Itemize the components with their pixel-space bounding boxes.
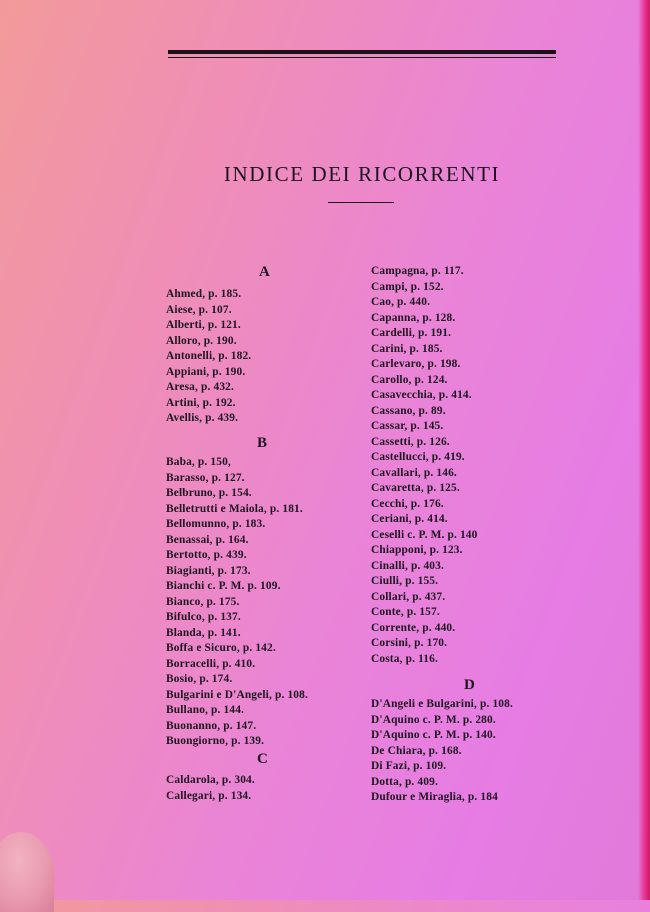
index-entry: Bellomunno, p. 183. [166, 518, 266, 530]
index-entry: Cao, p. 440. [371, 296, 431, 308]
index-entry: Appiani, p. 190. [166, 365, 246, 378]
index-entry: Barasso, p. 127. [166, 471, 245, 484]
thumb [0, 832, 54, 912]
index-entry: Bianchi c. P. M. p. 109. [166, 580, 281, 592]
index-entry: Cardelli, p. 191. [371, 327, 452, 339]
index-entry: Boffa e Sicuro, p. 142. [166, 642, 276, 654]
index-entry: Avellis, p. 439. [166, 412, 239, 424]
index-entry: Capanna, p. 128. [371, 311, 456, 324]
top-rule [168, 50, 556, 58]
index-entry: Carlevaro, p. 198. [371, 358, 461, 370]
index-entry: Bertotto, p. 439. [166, 549, 247, 561]
index-entry: Castellucci, p. 419. [371, 451, 465, 463]
index-entry: Carollo, p. 124. [371, 373, 448, 386]
index-entry: Alloro, p. 190. [166, 334, 237, 347]
index-entry: D'Aquino c. P. M. p. 280. [371, 713, 496, 726]
index-entry: Bosio, p. 174. [166, 673, 233, 685]
index-entry: Aiese, p. 107. [166, 303, 232, 316]
index-entry: Baba, p. 150, [166, 456, 231, 468]
index-entry: Biagianti, p. 173. [166, 564, 251, 577]
index-entry: Belbruno, p. 154. [166, 487, 252, 499]
index-entry: Buongiorno, p. 139. [166, 735, 265, 747]
page-title: INDICE DEI RICORRENTI [223, 162, 501, 186]
index-entry: Cassetti, p. 126. [371, 435, 450, 448]
index-entry: Di Fazi, p. 109. [371, 760, 447, 772]
index-entry: Buonanno, p. 147. [166, 719, 257, 732]
index-entry: D'Aquino c. P. M. p. 140. [371, 729, 496, 741]
index-entry: Ahmed, p. 185. [166, 288, 242, 300]
index-entry: Cassar, p. 145. [371, 420, 444, 432]
index-entry: Caldarola, p. 304. [166, 774, 255, 786]
index-entry: Antonelli, p. 182. [166, 350, 252, 362]
index-entry: Blanda, p. 141. [166, 626, 241, 639]
index-entry: Carini, p. 185. [371, 342, 443, 355]
index-entry: Ceselli c. P. M. p. 140 [371, 528, 478, 541]
index-entry: Artini, p. 192. [166, 396, 236, 409]
index-entry: Campi, p. 152. [371, 280, 444, 293]
index-entry: Dufour e Miraglia, p. 184 [371, 791, 498, 803]
index-entry: Cavaretta, p. 125. [371, 482, 460, 494]
index-entry: Borracelli, p. 410. [166, 657, 256, 670]
index-entry: Cecchi, p. 176. [371, 497, 444, 510]
index-entry: Cassano, p. 89. [371, 404, 446, 417]
index-entry: Chiapponi, p. 123. [371, 544, 463, 556]
index-entry: Collari, p. 437. [371, 590, 446, 603]
index-entry: Corrente, p. 440. [371, 621, 456, 634]
index-entry: Bifulco, p. 137. [166, 611, 241, 623]
index-entry: Belletrutti e Maiola, p. 181. [166, 502, 303, 515]
index-entry: Ciulli, p. 155. [371, 575, 439, 587]
index-entry: Conte, p. 157. [371, 606, 440, 618]
index-entry: D'Angeli e Bulgarini, p. 108. [371, 698, 513, 710]
index-entry: Cinalli, p. 403. [371, 559, 444, 572]
index-entry: Dotta, p. 409. [371, 775, 438, 788]
index-entry: Corsini, p. 170. [371, 637, 448, 649]
index-entry: Costa, p. 116. [371, 652, 438, 665]
index-entry: Cavallari, p. 146. [371, 466, 457, 479]
index-entry: Benassai, p. 164. [166, 533, 249, 546]
index-entry: Campagna, p. 117. [371, 265, 464, 277]
index-entry: De Chiara, p. 168. [371, 744, 462, 757]
index-entry: Alberti, p. 121. [166, 319, 241, 331]
index-entry: Callegari, p. 134. [166, 790, 252, 802]
title-rule [328, 202, 394, 203]
index-entry: Bulgarini e D'Angeli, p. 108. [166, 688, 308, 701]
index-entry: Casavecchia, p. 414. [371, 389, 472, 401]
index-entry: Ceriani, p. 414. [371, 513, 448, 525]
index-entry: Bianco, p. 175. [166, 595, 240, 608]
page-edge [638, 0, 650, 900]
index-entry: Aresa, p. 432. [166, 381, 235, 393]
index-entry: Bullano, p. 144. [166, 704, 245, 716]
